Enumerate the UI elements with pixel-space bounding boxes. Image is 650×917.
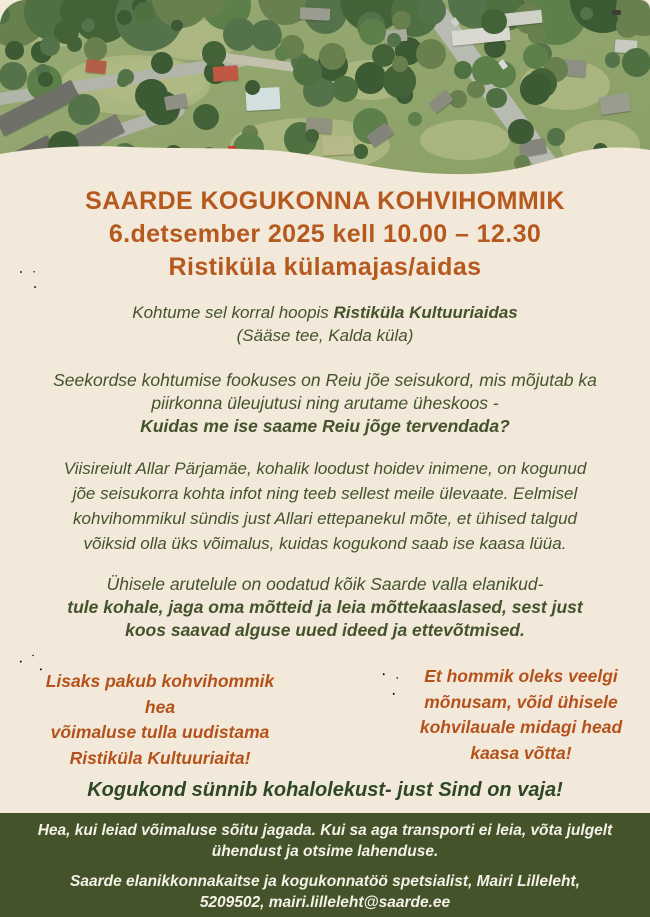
footer-bar — [0, 813, 650, 917]
title-line-3: Ristiküla külamajas/aidas — [168, 253, 482, 281]
speaker-line-2: jõe seisukorra kohta infot ning teeb sellest meile ülevaate. Eelmisel — [72, 484, 578, 503]
focus-question: Kuidas me ise saame Reiu jõge tervendada? — [140, 416, 510, 436]
intro-prefix: Kohtume sel korral hoopis — [132, 303, 334, 322]
speaker-line-4: võiksid olla üks võimalus, kuidas kogukond saab ise kaasa lüüa. — [83, 534, 567, 553]
callout-right-line-4: kaasa võtta! — [470, 742, 572, 763]
focus-line-1: Seekordse kohtumise fookuses on Reiu jõe seisukord, mis mõjutab ka — [53, 370, 597, 390]
callout-right-line-2: mõnusam, võid ühisele — [424, 691, 618, 712]
speaker-paragraph — [0, 456, 650, 556]
callout-right-line-1: Et hommik oleks veelgi — [424, 666, 618, 686]
event-title — [0, 185, 650, 284]
title-line-2: 6.detsember 2025 kell 10.00 – 12.30 — [108, 220, 542, 248]
focus-line-2: piirkonna üleujutusi ning arutame üheskoos - — [151, 393, 499, 413]
title-line-1: SAARDE KOGUKONNA KOHVIHOMMIK — [85, 187, 565, 215]
invite-bold-line-1: tule kohale, jaga oma mõtteid ja leia mõttekaaslased, sest just — [67, 597, 583, 617]
focus-paragraph — [0, 369, 650, 438]
callout-left-line-3: Ristiküla Kultuuriaita! — [69, 747, 251, 768]
intro-line — [0, 301, 650, 324]
invite-paragraph — [0, 573, 650, 642]
closing-line: Kogukond sünnib kohalolekust- just Sind on vaja! — [87, 779, 563, 801]
intro-note — [0, 301, 650, 347]
contact-info — [0, 871, 650, 913]
contact-line-1: Saarde elanikkonnakaitse ja kogukonnatöö spetsialist, Mairi Lilleleht, — [70, 873, 580, 890]
transport-line-1: Hea, kui leiad võimaluse sõitu jagada. Kui sa aga transporti ei leia, võta julgelt — [37, 822, 613, 839]
village-aerial-photo — [0, 0, 650, 178]
callout-right — [406, 664, 636, 766]
transport-note — [0, 820, 650, 862]
speaker-line-1: Viisireiult Allar Pärjamäe, kohalik loodust hoidev inimene, on kogunud — [63, 459, 587, 478]
callout-left-line-1: Lisaks pakub kohvihommik hea — [45, 671, 275, 717]
speaker-line-3: kohvihommikul sündis just Allari ettepanekul mõte, et ühised talgud — [73, 509, 577, 528]
contact-line-2: 5209502, mairi.lilleleht@saarde.ee — [199, 894, 451, 911]
torn-edge-wave — [0, 117, 650, 178]
venue-name: Ristiküla Kultuuriaidas — [333, 303, 518, 322]
transport-line-2: ühendust ja otsime lahenduse. — [211, 843, 439, 860]
venue-address: (Sääse tee, Kalda küla) — [236, 326, 414, 345]
callout-right-line-3: kohvilauale midagi head — [419, 717, 623, 737]
callout-left-line-2: võimaluse tulla uudistama — [50, 722, 270, 742]
callout-left — [34, 669, 286, 771]
invite-line: Ühisele arutelule on oodatud kõik Saarde valla elanikud- — [106, 574, 544, 594]
invite-bold-line-2: koos saavad alguse uued ideed ja ettevõtmised. — [125, 620, 525, 640]
